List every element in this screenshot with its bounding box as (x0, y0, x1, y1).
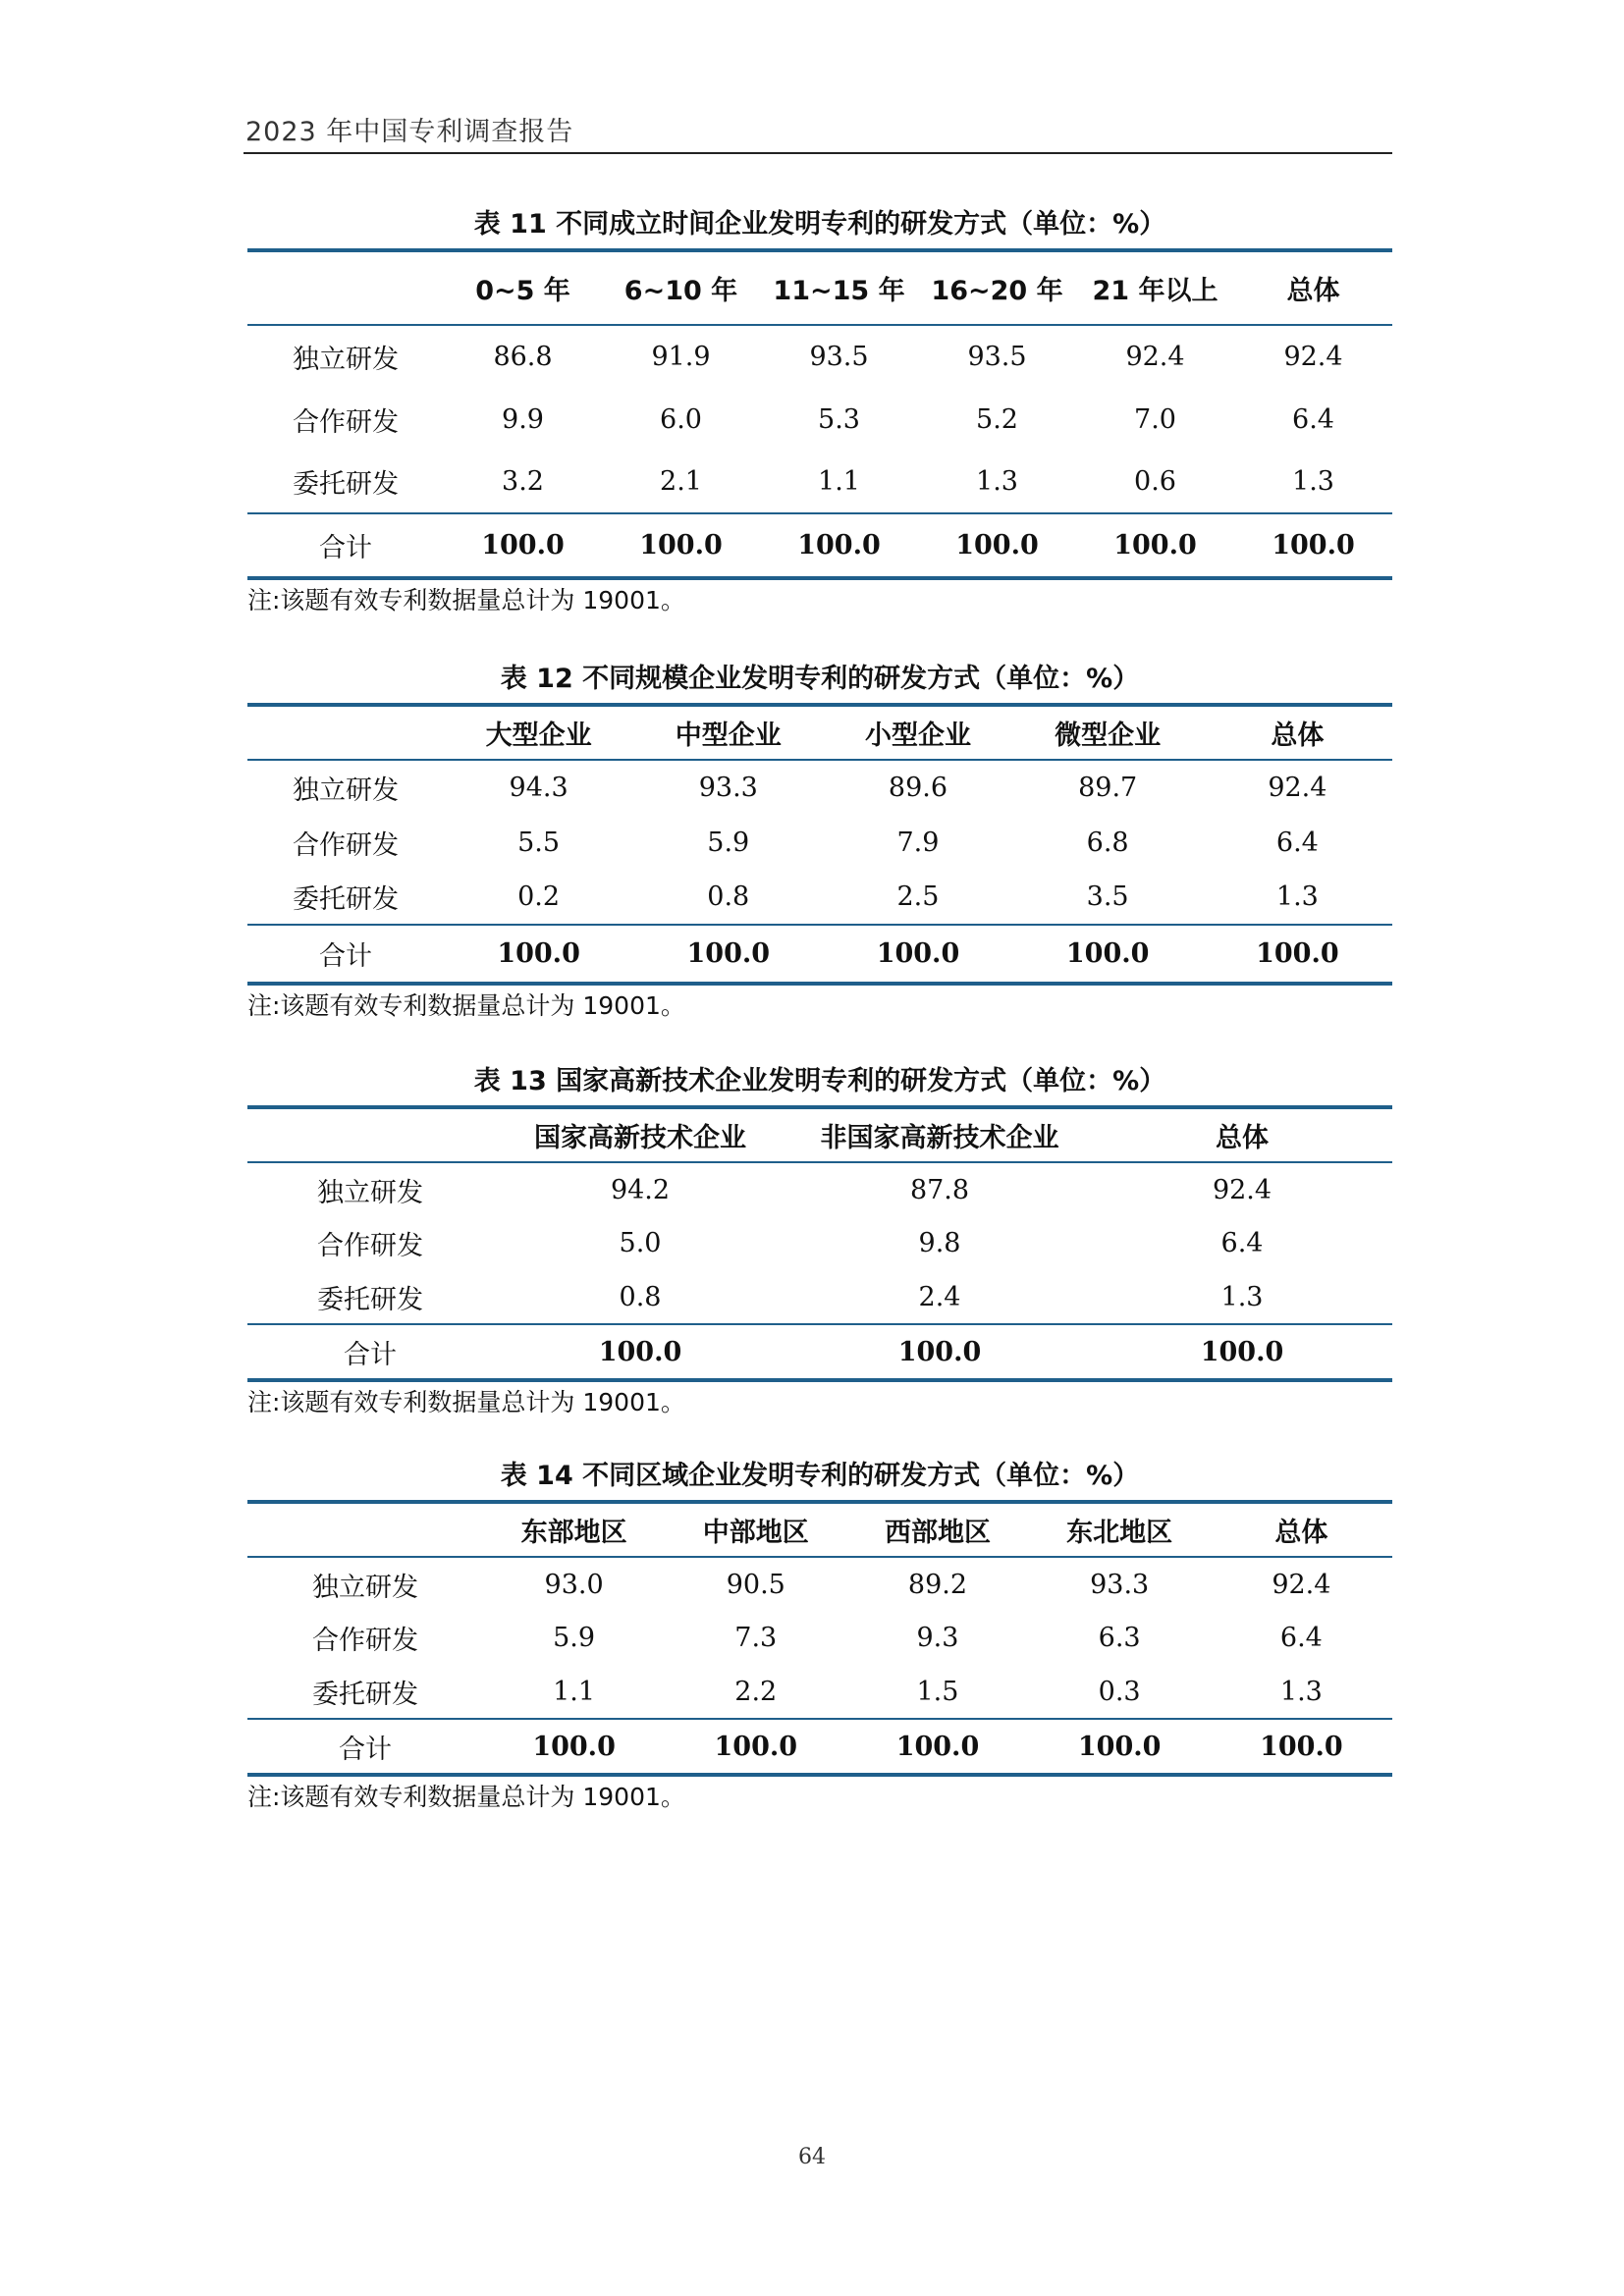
table-cell: 9.3 (916, 1623, 959, 1653)
table-cell: 1.3 (976, 466, 1018, 497)
table-note: 注:该题有效专利数据量总计为 19001。 (247, 991, 685, 1020)
total-cell: 100.0 (497, 938, 580, 969)
table-cell: 86.8 (493, 342, 553, 372)
table-14-block (247, 1453, 1392, 1818)
row-label: 独立研发 (293, 775, 399, 806)
total-label: 合计 (319, 941, 372, 972)
total-cell: 100.0 (1113, 530, 1197, 561)
table-cell: 7.3 (734, 1623, 778, 1653)
data-table (247, 1500, 1392, 1777)
table-cell: 3.5 (1086, 881, 1129, 912)
column-header: 微型企业 (1055, 721, 1162, 751)
column-header: 西部地区 (884, 1518, 991, 1548)
total-cell: 100.0 (1272, 530, 1355, 561)
table-cell: 5.9 (553, 1623, 596, 1653)
table-cell: 2.4 (918, 1281, 961, 1312)
total-cell: 100.0 (1260, 1731, 1343, 1762)
table-11-block (247, 201, 1392, 621)
table-title: 表 11 不同成立时间企业发明专利的研发方式（单位：%） (473, 209, 1166, 240)
table-cell: 0.8 (619, 1281, 662, 1312)
row-label: 合作研发 (317, 1231, 423, 1261)
running-header: 2023 年中国专利调查报告 (245, 117, 574, 147)
column-header: 总体 (1286, 276, 1340, 306)
data-table (247, 1105, 1392, 1382)
column-header: 中型企业 (675, 721, 782, 751)
total-cell: 100.0 (895, 1731, 980, 1762)
table-cell: 1.3 (1279, 1676, 1323, 1707)
table-total-row (247, 1719, 1392, 1775)
data-table (247, 248, 1392, 580)
table-row (247, 1162, 1392, 1216)
table-cell: 5.0 (619, 1228, 662, 1258)
table-cell: 92.4 (1283, 342, 1343, 372)
row-label: 独立研发 (293, 345, 399, 375)
column-header: 小型企业 (864, 721, 971, 751)
table-cell: 2.5 (896, 881, 940, 912)
row-label: 委托研发 (312, 1679, 418, 1710)
table-cell: 89.7 (1078, 773, 1138, 803)
table-header-row (247, 250, 1392, 325)
column-header: 东北地区 (1066, 1518, 1173, 1548)
table-cell: 0.8 (707, 881, 750, 912)
table-cell: 3.2 (502, 466, 544, 497)
total-cell: 100.0 (797, 530, 881, 561)
column-header: 非国家高新技术企业 (820, 1123, 1059, 1153)
table-cell: 6.8 (1086, 827, 1129, 858)
table-title: 表 13 国家高新技术企业发明专利的研发方式（单位：%） (473, 1066, 1166, 1096)
table-header-row (247, 1502, 1392, 1557)
table-cell: 1.3 (1275, 881, 1319, 912)
total-label: 合计 (339, 1734, 392, 1765)
table-cell: 93.3 (698, 773, 758, 803)
header-cell-empty (247, 1107, 493, 1162)
total-cell: 100.0 (481, 530, 565, 561)
row-label: 合作研发 (293, 406, 399, 438)
total-cell: 100.0 (639, 530, 723, 561)
table-cell: 9.9 (502, 403, 544, 435)
table-cell: 6.4 (1279, 1623, 1323, 1653)
table-cell: 93.5 (967, 342, 1027, 372)
column-header: 国家高新技术企业 (534, 1123, 746, 1153)
table-header-row (247, 705, 1392, 760)
table-row (247, 1557, 1392, 1611)
column-header: 16~20 年 (931, 276, 1063, 306)
column-header: 大型企业 (485, 721, 592, 751)
table-cell: 92.4 (1212, 1174, 1272, 1205)
column-header: 0~5 年 (475, 276, 570, 306)
table-cell: 92.4 (1268, 773, 1327, 803)
total-label: 合计 (344, 1339, 397, 1370)
table-cell: 92.4 (1272, 1569, 1331, 1600)
total-cell: 100.0 (1256, 938, 1339, 969)
header-rule (244, 152, 1392, 154)
table-cell: 6.3 (1098, 1623, 1141, 1653)
table-total-row (247, 513, 1392, 578)
table-cell: 92.4 (1125, 342, 1185, 372)
column-header: 总体 (1216, 1123, 1269, 1153)
table-title: 表 14 不同区域企业发明专利的研发方式（单位：%） (500, 1461, 1140, 1491)
table-row (247, 1216, 1392, 1270)
table-row (247, 451, 1392, 513)
header-cell-empty (247, 250, 444, 325)
total-cell: 100.0 (897, 1336, 982, 1367)
table-cell: 1.1 (818, 466, 860, 497)
table-cell: 94.2 (610, 1174, 671, 1205)
table-cell: 7.0 (1134, 403, 1176, 435)
table-cell: 89.2 (907, 1569, 968, 1600)
table-total-row (247, 925, 1392, 984)
table-cell: 9.8 (918, 1228, 961, 1258)
table-cell: 1.1 (553, 1676, 596, 1707)
total-cell: 100.0 (955, 530, 1039, 561)
total-cell: 100.0 (532, 1731, 616, 1762)
column-header: 总体 (1271, 721, 1325, 751)
table-cell: 6.4 (1292, 403, 1334, 435)
table-note: 注:该题有效专利数据量总计为 19001。 (247, 586, 685, 614)
table-cell: 91.9 (651, 342, 711, 372)
column-header: 东部地区 (520, 1518, 627, 1548)
table-row (247, 1611, 1392, 1665)
table-row (247, 1665, 1392, 1719)
total-cell: 100.0 (686, 938, 771, 969)
column-header: 6~10 年 (623, 276, 738, 306)
row-label: 独立研发 (317, 1177, 423, 1208)
total-cell: 100.0 (1200, 1336, 1284, 1367)
table-row (247, 388, 1392, 451)
total-label: 合计 (319, 533, 372, 563)
table-cell: 6.4 (1275, 827, 1319, 858)
table-cell: 5.5 (517, 827, 561, 858)
table-note: 注:该题有效专利数据量总计为 19001。 (247, 1388, 685, 1416)
table-cell: 6.4 (1220, 1228, 1264, 1258)
table-header-row (247, 1107, 1392, 1162)
row-label: 委托研发 (293, 884, 399, 915)
table-row (247, 325, 1392, 388)
table-cell: 90.5 (726, 1569, 785, 1600)
row-label: 合作研发 (312, 1626, 418, 1656)
table-title: 表 12 不同规模企业发明专利的研发方式（单位：%） (500, 664, 1140, 694)
table-cell: 89.6 (888, 773, 948, 803)
total-cell: 100.0 (598, 1336, 682, 1367)
table-cell: 87.8 (909, 1174, 970, 1205)
table-cell: 6.0 (660, 403, 702, 435)
total-cell: 100.0 (876, 938, 960, 969)
table-total-row (247, 1324, 1392, 1380)
header-cell-empty (247, 705, 444, 760)
column-header: 21 年以上 (1092, 276, 1218, 306)
table-cell: 94.3 (509, 773, 568, 803)
table-cell: 0.2 (517, 881, 561, 912)
table-row (247, 870, 1392, 925)
table-cell: 0.3 (1098, 1676, 1141, 1707)
table-cell: 2.1 (660, 466, 702, 497)
table-cell: 93.3 (1090, 1569, 1150, 1600)
table-row (247, 760, 1392, 815)
table-row (247, 1270, 1392, 1324)
table-cell: 2.2 (734, 1676, 778, 1707)
header-cell-empty (247, 1502, 483, 1557)
table-row (247, 815, 1392, 870)
total-cell: 100.0 (1077, 1731, 1162, 1762)
table-cell: 5.3 (818, 403, 860, 435)
table-cell: 5.9 (707, 827, 750, 858)
row-label: 委托研发 (293, 469, 399, 500)
table-cell: 1.3 (1292, 466, 1334, 497)
total-cell: 100.0 (714, 1731, 798, 1762)
table-cell: 0.6 (1134, 466, 1176, 497)
table-note: 注:该题有效专利数据量总计为 19001。 (247, 1783, 685, 1811)
row-label: 委托研发 (317, 1284, 423, 1315)
table-cell: 1.3 (1220, 1281, 1264, 1312)
data-table (247, 703, 1392, 986)
table-cell: 1.5 (916, 1676, 959, 1707)
table-cell: 5.2 (976, 403, 1018, 435)
table-13-block (247, 1058, 1392, 1423)
table-cell: 93.5 (809, 342, 869, 372)
row-label: 独立研发 (312, 1572, 418, 1603)
table-12-block (247, 656, 1392, 1027)
column-header: 总体 (1274, 1518, 1328, 1548)
column-header: 11~15 年 (773, 276, 905, 306)
table-cell: 93.0 (544, 1569, 604, 1600)
row-label: 合作研发 (293, 829, 399, 861)
page-number: 64 (798, 2145, 826, 2169)
table-cell: 7.9 (896, 827, 940, 858)
column-header: 中部地区 (702, 1518, 809, 1548)
total-cell: 100.0 (1065, 938, 1150, 969)
